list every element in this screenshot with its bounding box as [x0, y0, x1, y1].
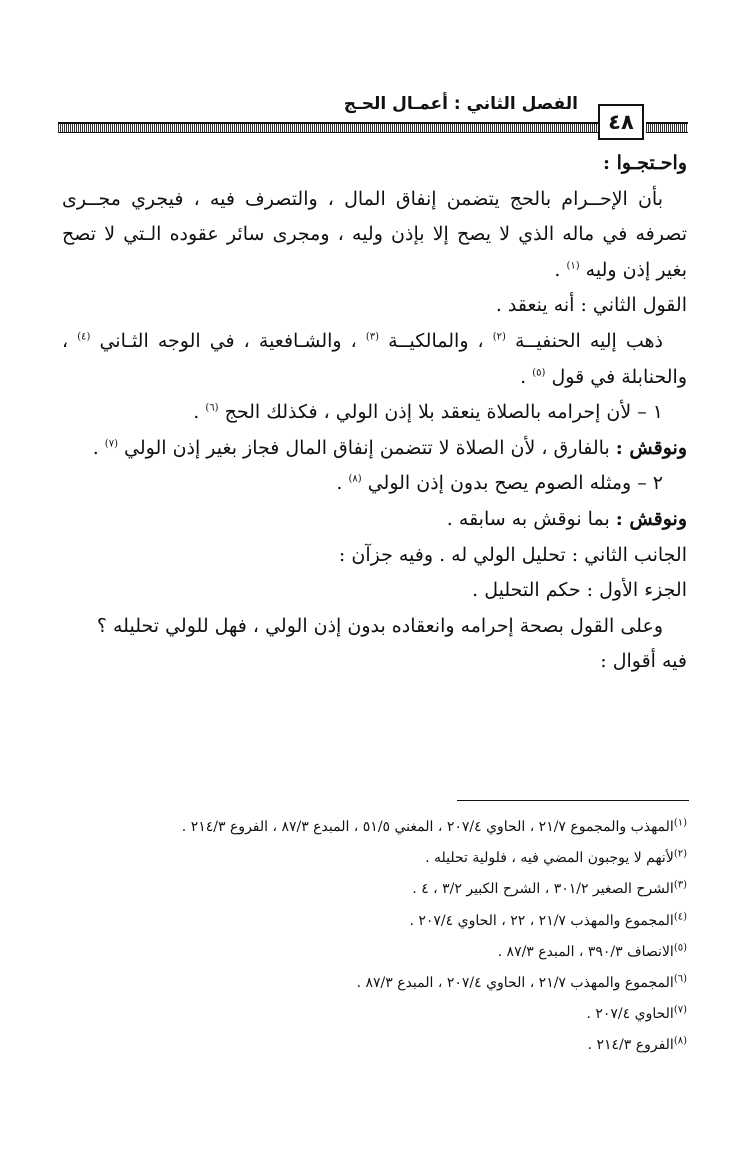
footnote-number: (٧) [673, 1004, 687, 1016]
footnote-text: الحاوي ٢٠٧/٤ . [586, 1006, 674, 1023]
footnote-number: (١) [673, 817, 687, 829]
paragraph [62, 182, 687, 289]
footnote-ref[interactable]: (٨) [348, 474, 362, 486]
paragraph-text: فيه أقوال : [600, 650, 687, 673]
paragraph [62, 502, 687, 538]
paragraph-text: بما نوقش به سابقه . [446, 507, 616, 530]
paragraph-text: بالفارق ، لأن الصلاة لا تتضمن إنفاق المال فجاز بغير إذن الولي [124, 436, 616, 459]
footnote [62, 1030, 687, 1061]
footnote-number: (٢) [673, 848, 687, 860]
page-number: ٤٨ [598, 104, 644, 140]
paragraph-text: ، والمالكيــة [388, 329, 493, 352]
objection-label: ونوقش : [615, 507, 687, 530]
running-header [58, 82, 688, 152]
paragraph [62, 609, 687, 645]
footnotes [62, 812, 687, 1062]
footnote-text: المجموع والمهذب ٢١/٧ ، الحاوي ٢٠٧/٤ ، المبدع ٨٧/٣ . [356, 975, 674, 992]
footnote [62, 812, 687, 843]
footnote-number: (٨) [673, 1035, 687, 1047]
paragraph-end: . [193, 401, 206, 424]
footnote [62, 874, 687, 905]
paragraph [62, 573, 687, 609]
footnote-divider [457, 800, 689, 801]
paragraph-end: . [520, 365, 533, 388]
footnote-ref[interactable]: (٣) [365, 331, 380, 343]
footnote [62, 906, 687, 937]
paragraph [62, 644, 687, 680]
footnote-ref[interactable]: (١) [566, 260, 580, 272]
footnote [62, 999, 687, 1030]
footnote-text: الشرح الصغير ٣٠١/٢ ، الشرح الكبير ٣/٢ ، ٤ . [412, 881, 674, 898]
footnote-ref[interactable]: (٧) [104, 438, 118, 450]
footnote [62, 937, 687, 968]
footnote-text: الانصاف ٣٩٠/٣ ، المبدع ٨٧/٣ . [497, 943, 674, 960]
paragraph [62, 324, 687, 395]
footnote-text: المهذب والمجموع ٢١/٧ ، الحاوي ٢٠٧/٤ ، المغني ٥١/٥ ، المبدع ٨٧/٣ ، الفروع ٢١٤/٣ . [181, 819, 674, 835]
footnote-number: (٤) [673, 910, 687, 922]
paragraph-text: ١ – لأن إحرامه بالصلاة ينعقد بلا إذن الولي ، فكذلك الحج [224, 401, 663, 424]
footnote-number: (٥) [673, 942, 687, 954]
paragraph [62, 395, 687, 431]
main-text [62, 146, 687, 680]
paragraph-text: ، والشـافعية ، في الوجه الثـاني [99, 329, 366, 352]
footnote [62, 843, 687, 874]
chapter-title: الفصل الثاني : أعمـال الحـج [343, 94, 578, 114]
paragraph [62, 538, 687, 574]
paragraph-text: ذهب إليه الحنفيــة [515, 329, 664, 352]
footnote-text: الفروع ٢١٤/٣ . [587, 1037, 674, 1054]
paragraph-text: الجانب الثاني : تحليل الولي له . وفيه جزآن : [338, 543, 687, 566]
footnote-ref[interactable]: (٦) [205, 402, 219, 414]
paragraph-text: ، والحنابلة في قول [62, 329, 687, 388]
paragraph-text: ٢ – ومثله الصوم يصح بدون إذن الولي [367, 472, 663, 495]
paragraph-text: القول الثاني : أنه ينعقد . [495, 294, 687, 317]
footnote-ref[interactable]: (٥) [532, 367, 546, 379]
section-heading [62, 146, 687, 182]
paragraph-end: . [554, 258, 567, 281]
footnote-ref[interactable]: (٢) [492, 331, 506, 343]
paragraph-text: بأن الإحــرام بالحج يتضمن إنفاق المال ، والتصرف فيه ، فيجري مجــرى تصرفه في ماله الذي لا يصح إلا بإذن وليه ، ومجرى سائر عقوده الـتي لا تصح بغير إذن وليه [62, 187, 687, 281]
footnote-ref[interactable]: (٤) [77, 331, 91, 343]
paragraph [62, 466, 687, 502]
paragraph-text: وعلى القول بصحة إحرامه وانعقاده بدون إذن الولي ، فهل للولي تحليله ؟ [96, 614, 663, 637]
objection-label: ونوقش : [615, 436, 687, 459]
paragraph [62, 288, 687, 324]
paragraph-end: . [92, 436, 105, 459]
footnote-number: (٣) [673, 879, 687, 891]
paragraph-end: . [336, 472, 349, 495]
footnote-text: لأنهم لا يوجبون المضي فيه ، فلولية تحليله . [425, 850, 674, 867]
paragraph-text: الجزء الأول : حكم التحليل . [472, 579, 687, 602]
header-rule-right [646, 122, 688, 133]
heading-text: واحـتجـوا : [602, 152, 687, 174]
paragraph [62, 431, 687, 467]
footnote-text: المجموع والمهذب ٢١/٧ ، ٢٢ ، الحاوي ٢٠٧/٤ . [409, 912, 674, 929]
footnote-number: (٦) [673, 973, 687, 985]
footnote [62, 968, 687, 999]
header-rule [58, 122, 598, 133]
